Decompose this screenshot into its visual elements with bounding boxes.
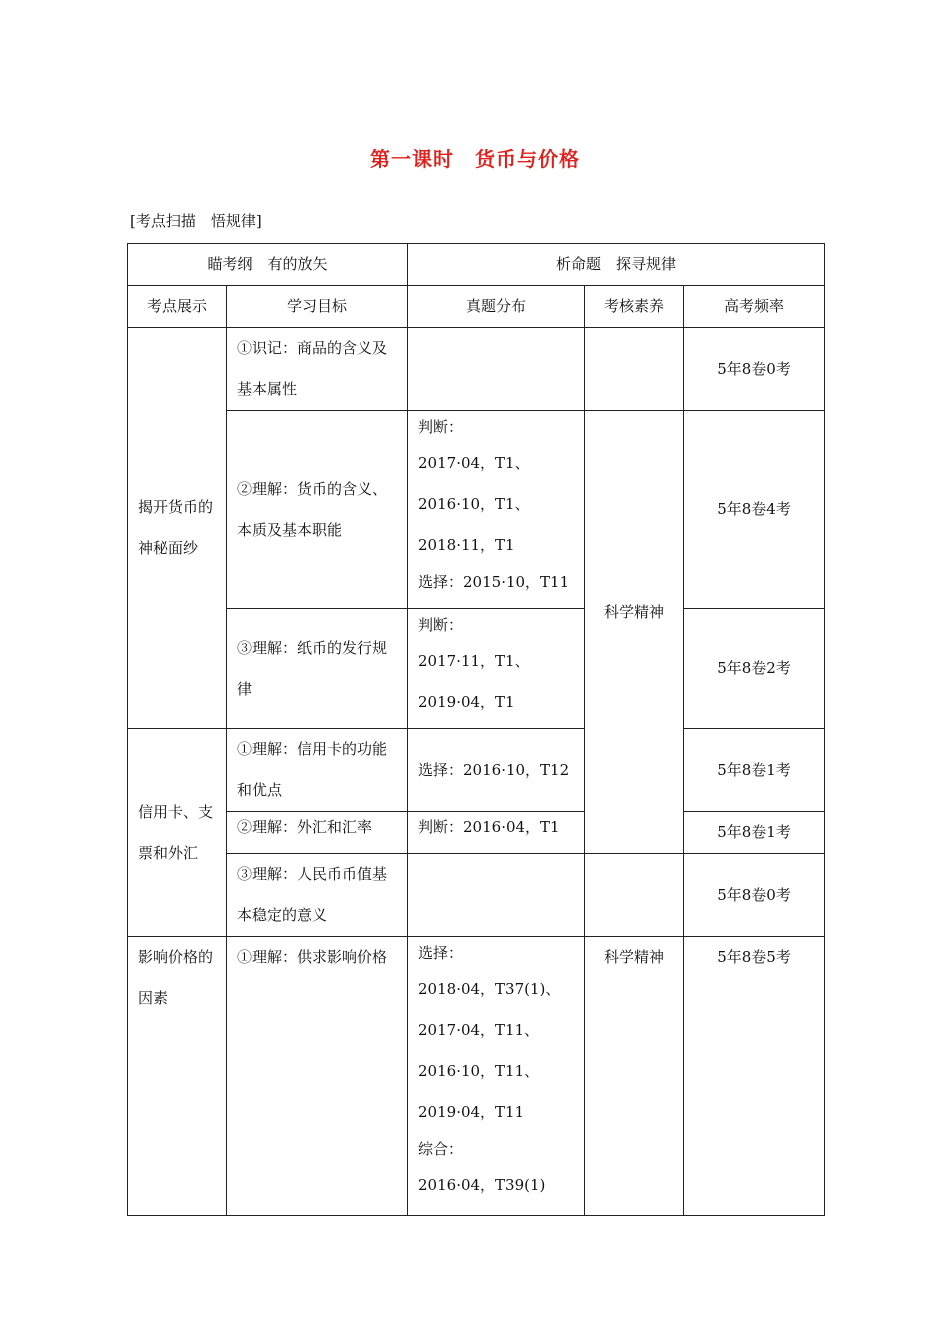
- group-header-analysis: 析命题 探寻规律: [408, 244, 825, 286]
- page-title: 第一课时 货币与价格: [370, 147, 580, 171]
- frequency-cell: 5年8卷2考: [684, 609, 825, 729]
- exam-cell: [408, 411, 585, 609]
- exam-cell: 选择：2016·10，T12: [408, 729, 585, 812]
- frequency-cell: 5年8卷0考: [684, 328, 825, 411]
- frequency-cell: 5年8卷1考: [684, 729, 825, 812]
- table-row: [128, 729, 825, 812]
- literacy-cell: 科学精神: [585, 411, 684, 854]
- exam-years: 2017·11，T1、2019·04，T1: [418, 652, 530, 711]
- group-header-outline: 瞄考纲 有的放矢: [128, 244, 408, 286]
- table-row: [128, 609, 825, 729]
- exam-cell: 判断：2016·04，T1: [408, 812, 585, 854]
- exam-cell: [408, 609, 585, 729]
- group-header-row: [128, 244, 825, 286]
- table-row: [128, 411, 825, 609]
- frequency-cell: 5年8卷1考: [684, 812, 825, 854]
- goal-cell: ③理解：人民币币值基本稳定的意义: [227, 854, 408, 937]
- exam-label: 判断：: [418, 616, 464, 634]
- section-label: [考点扫描 悟规律]: [130, 212, 262, 230]
- frequency-cell: 5年8卷0考: [684, 854, 825, 937]
- exam-label-2: 综合：: [418, 1140, 464, 1158]
- col-header-goal: 学习目标: [227, 286, 408, 328]
- goal-cell: ②理解：货币的含义、本质及基本职能: [227, 411, 408, 609]
- literacy-cell: [585, 328, 684, 411]
- topic-cell: 揭开货币的神秘面纱: [128, 328, 227, 729]
- goal-cell: ②理解：外汇和汇率: [227, 812, 408, 854]
- exam-extra: 2016·04，T39(1): [418, 1176, 546, 1194]
- exam-cell: [408, 937, 585, 1216]
- exam-years: 2017·04，T1、2016·10，T1、2018·11，T1: [418, 454, 530, 554]
- column-header-row: [128, 286, 825, 328]
- exam-extra: 选择：2015·10，T11: [418, 573, 570, 591]
- col-header-topic: 考点展示: [128, 286, 227, 328]
- goal-cell: ①理解：信用卡的功能和优点: [227, 729, 408, 812]
- goal-cell: ③理解：纸币的发行规律: [227, 609, 408, 729]
- goal-cell: ①识记：商品的含义及基本属性: [227, 328, 408, 411]
- frequency-cell: 5年8卷4考: [684, 411, 825, 609]
- frequency-cell: 5年8卷5考: [684, 937, 825, 1216]
- literacy-cell: 科学精神: [585, 937, 684, 1216]
- table-row: [128, 854, 825, 937]
- goal-cell: ①理解：供求影响价格: [227, 937, 408, 1216]
- col-header-literacy: 考核素养: [585, 286, 684, 328]
- table-row: [128, 328, 825, 411]
- topic-cell: 影响价格的因素: [128, 937, 227, 1216]
- table-row: [128, 812, 825, 854]
- exam-label: 判断：: [418, 418, 464, 436]
- exam-cell: [408, 328, 585, 411]
- exam-label: 选择：: [418, 944, 464, 962]
- literacy-cell: [585, 854, 684, 937]
- col-header-exam: 真题分布: [408, 286, 585, 328]
- exam-overview-table: [127, 243, 825, 1216]
- col-header-frequency: 高考频率: [684, 286, 825, 328]
- exam-years: 2018·04，T37(1)、2017·04，T11、2016·10，T11、2019·04，T11: [418, 980, 561, 1121]
- exam-cell: [408, 854, 585, 937]
- topic-cell: 信用卡、支票和外汇: [128, 729, 227, 937]
- table-row: [128, 937, 825, 1216]
